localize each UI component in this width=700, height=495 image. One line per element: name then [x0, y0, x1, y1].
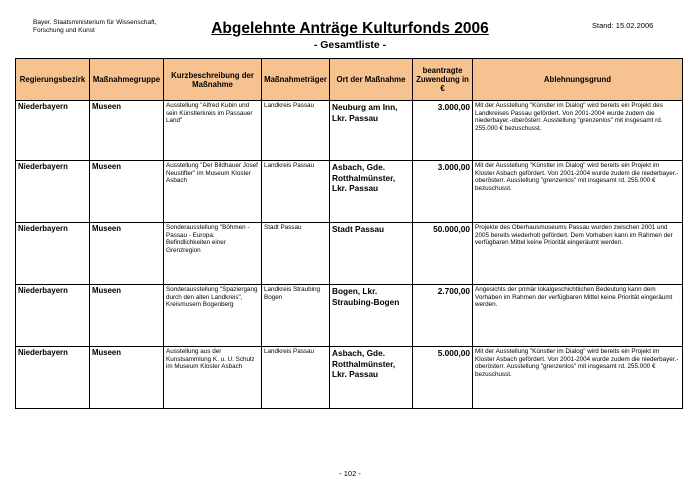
cell-grund: Mit der Ausstellung "Künstler im Dialog" wird bereits ein Projekt im Kloster Asbach gefördert. Von 2001-2004 wurde zudem die niederbayer.-oberösterr. Ausstellung "grenzenlos" mit insgesamt rd. 255.000 € bezuschusst.: [473, 347, 683, 409]
cell-traeger: Landkreis Passau: [262, 347, 330, 409]
cell-kurzbeschreibung: Sonderausstellung "Böhmen - Passau - Europa: Befindlichkeiten einer Grenzregion: [164, 223, 262, 285]
ministry-name: Bayer. Staatsministerium für Wissenschaft, Forschung und Kunst: [33, 19, 157, 34]
cell-grund: Mit der Ausstellung "Künstler im Dialog" wird bereits ein Projekt des Landkreises Passau gefördert. Von 2001-2004 wurde zudem die niederbayer.-oberösterr. Ausstellung "grenzenlos" mit insgesamt rd. 255.000 € bezuschusst.: [473, 101, 683, 161]
header-traeger: Maßnahmeträger: [262, 59, 330, 101]
cell-ort: Asbach, Gde. Rotthalmünster, Lkr. Passau: [330, 161, 413, 223]
cell-traeger: Landkreis Passau: [262, 101, 330, 161]
cell-traeger: Landkreis Straubing Bogen: [262, 285, 330, 347]
cell-ort: Neuburg am Inn, Lkr. Passau: [330, 101, 413, 161]
applications-table: [15, 58, 683, 409]
cell-betrag: 3.000,00: [413, 101, 473, 161]
cell-bezirk: Niederbayern: [16, 101, 90, 161]
cell-kurzbeschreibung: Sonderausstellung "Spaziergang durch den alten Landkreis", Kreismusem Bogenberg: [164, 285, 262, 347]
header-ort: Ort der Maßnahme: [330, 59, 413, 101]
table-row: [16, 161, 683, 223]
cell-traeger: Stadt Passau: [262, 223, 330, 285]
cell-gruppe: Museen: [90, 223, 164, 285]
cell-ort: Bogen, Lkr. Straubing-Bogen: [330, 285, 413, 347]
cell-betrag: 2.700,00: [413, 285, 473, 347]
cell-bezirk: Niederbayern: [16, 161, 90, 223]
cell-gruppe: Museen: [90, 101, 164, 161]
cell-kurzbeschreibung: Ausstellung "Der Bildhauer Josef Neustifter" im Museum Kloster Asbach: [164, 161, 262, 223]
cell-betrag: 3.000,00: [413, 161, 473, 223]
table-row: [16, 285, 683, 347]
cell-ort: Stadt Passau: [330, 223, 413, 285]
cell-betrag: 5.000,00: [413, 347, 473, 409]
header-gruppe: Maßnahmegruppe: [90, 59, 164, 101]
header-grund: Ablehnungsgrund: [473, 59, 683, 101]
cell-kurzbeschreibung: Ausstellung aus der Kunstsammlung K. u. U. Schulz im Museum Kloster Asbach: [164, 347, 262, 409]
page-title: Abgelehnte Anträge Kulturfonds 2006: [211, 20, 489, 37]
cell-kurzbeschreibung: Ausstellung "Alfred Kubin und sein Künstlerkreis im Passauer Land": [164, 101, 262, 161]
header-bezirk: Regierungsbezirk: [16, 59, 90, 101]
cell-grund: Angesichts der primär lokalgeschichtlichen Bedeutung kann dem Vorhaben im Rahmen der verfügbaren Mittel keine Priorität eingeräumt werden.: [473, 285, 683, 347]
table-row: [16, 223, 683, 285]
cell-grund: Projekte des Oberhausmuseums Passau wurden zwischen 2001 und 2005 bereits wiederholt gefördert. Dem Vorhaben kann im Rahmen der verfügbaren Mittel keine Priorität eingeräumt werden.: [473, 223, 683, 285]
header-betrag: beantragte Zuwendung in €: [413, 59, 473, 101]
table-header-row: [16, 59, 683, 101]
header-kurzbeschreibung: Kurzbeschreibung der Maßnahme: [164, 59, 262, 101]
cell-bezirk: Niederbayern: [16, 347, 90, 409]
page-number: - 102 -: [339, 469, 361, 478]
table-row: [16, 101, 683, 161]
status-date: Stand: 15.02.2006: [592, 21, 654, 30]
cell-betrag: 50.000,00: [413, 223, 473, 285]
table-row: [16, 347, 683, 409]
cell-gruppe: Museen: [90, 347, 164, 409]
cell-bezirk: Niederbayern: [16, 285, 90, 347]
cell-traeger: Landkreis Passau: [262, 161, 330, 223]
page-subtitle: - Gesamtliste -: [313, 39, 387, 51]
cell-grund: Mit der Ausstellung "Künstler im Dialog" wird bereits ein Projekt im Kloster Asbach gefördert. Von 2001-2004 wurde zudem die niederbayer.-oberösterr. Ausstellung "grenzenlos" mit insgesamt rd. 255.000 € bezuschusst.: [473, 161, 683, 223]
cell-bezirk: Niederbayern: [16, 223, 90, 285]
cell-gruppe: Museen: [90, 161, 164, 223]
cell-ort: Asbach, Gde. Rotthalmünster, Lkr. Passau: [330, 347, 413, 409]
cell-gruppe: Museen: [90, 285, 164, 347]
